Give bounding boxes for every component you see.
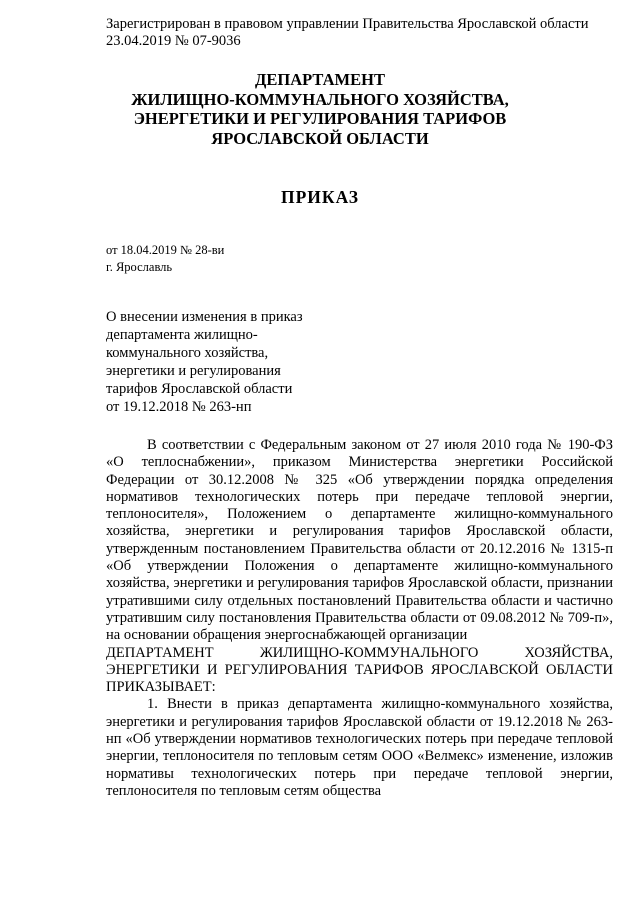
department-line-3: ЭНЕРГЕТИКИ И РЕГУЛИРОВАНИЯ ТАРИФОВ <box>133 109 507 128</box>
item-1-paragraph: 1. Внести в приказ департамента жилищно-коммунального хозяйства, энергетики и регулирования тарифов Ярославской области от 19.12.2018 № 263-нп «Об утверждении нормативов технологических потерь при передаче тепловой энергии, теплоносителя по тепловым сетям ООО «Велмекс» изменение, изложив нормативы технологических потерь при передаче тепловой энергии, теплоносителя по тепловым сетям общества <box>106 696 613 799</box>
subject-line-2: департамента жилищно- <box>106 327 258 343</box>
order-city: г. Ярославль <box>106 260 173 274</box>
order-subject <box>106 308 303 416</box>
orders-paragraph: ДЕПАРТАМЕНТ ЖИЛИЩНО-КОММУНАЛЬНОГО ХОЗЯЙСТВА, ЭНЕРГЕТИКИ И РЕГУЛИРОВАНИЯ ТАРИФОВ ЯРОСЛАВСКОЙ ОБЛАСТИ ПРИКАЗЫВАЕТ: <box>106 644 613 696</box>
department-line-4: ЯРОСЛАВСКОЙ ОБЛАСТИ <box>211 128 429 148</box>
document-body <box>106 437 613 800</box>
department-line-2: ЖИЛИЩНО-КОММУНАЛЬНОГО ХОЗЯЙСТВА, <box>131 89 509 109</box>
department-line-1: ДЕПАРТАМЕНТ <box>255 70 385 89</box>
subject-line-6: от 19.12.2018 № 263-нп <box>106 399 252 415</box>
registration-line-1: Зарегистрирован в правовом управлении Правительства Ярославской области <box>106 16 589 32</box>
subject-line-4: энергетики и регулирования <box>106 363 281 379</box>
order-meta <box>106 242 224 276</box>
subject-line-3: коммунального хозяйства, <box>106 345 269 361</box>
preamble-paragraph: В соответствии с Федеральным законом от 27 июля 2010 года № 190-ФЗ «О теплоснабжении», приказом Министерства энергетики Российской Федерации от 30.12.2008 № 325 «Об утверждении порядка определения нормативов технологических потерь при передаче тепловой энергии, теплоносителя», Положением о департаменте жилищно-коммунального хозяйства, энергетики и регулирования тарифов Ярославской области, утвержденным постановлением Правительства области от 20.12.2016 № 1315-п «Об утверждении Положения о департаменте жилищно-коммунального хозяйства, энергетики и регулирования тарифов Ярославской области, признании утратившими силу отдельных постановлений Правительства области и частично утратившим силу постановления Правительства области от 09.08.2012 № 709-п», на основании обращения энергоснабжающей организации <box>106 437 613 644</box>
registration-stamp <box>106 16 589 50</box>
department-header <box>0 70 640 148</box>
document-title: ПРИКАЗ <box>280 187 360 207</box>
subject-line-1: О внесении изменения в приказ <box>106 309 303 325</box>
subject-line-5: тарифов Ярославской области <box>106 381 293 397</box>
registration-line-2: 23.04.2019 № 07-9036 <box>106 33 241 49</box>
order-date-number: от 18.04.2019 № 28-ви <box>106 243 225 257</box>
